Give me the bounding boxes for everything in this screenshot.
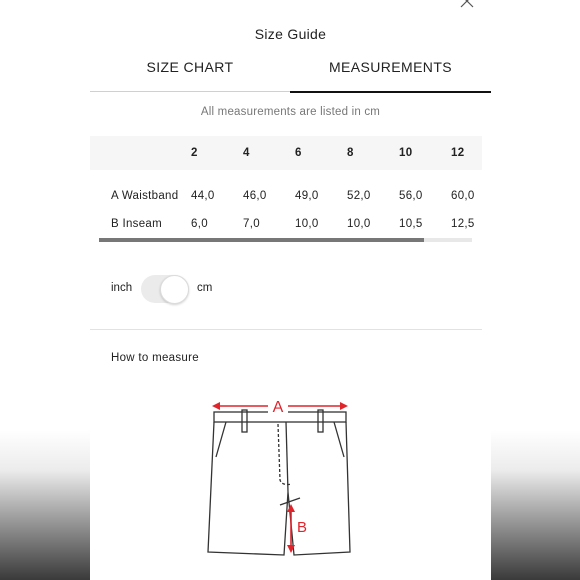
inseam-arrow [287,504,295,553]
switch-knob[interactable] [160,275,189,304]
units-note: All measurements are listed in cm [200,106,381,118]
close-icon[interactable] [460,0,474,8]
unit-toggle [111,274,311,304]
table-cell: 10,0 [347,218,371,230]
how-to-measure-heading: How to measure [111,352,199,364]
belt-loop [318,410,323,432]
unit-cm-label: cm [197,282,213,294]
table-cell: 46,0 [243,190,267,202]
right-pocket [334,422,344,457]
active-tab-indicator [290,91,491,93]
table-cell: 44,0 [191,190,215,202]
label-a: A [272,399,284,416]
table-cell: 7,0 [243,218,260,230]
modal-title: Size Guide [254,26,327,42]
size-header: 4 [243,147,250,159]
left-pocket [216,422,226,457]
shorts-outline [208,410,350,555]
tab-bar [90,58,491,92]
size-header: 8 [347,147,354,159]
scrollbar-thumb[interactable] [99,238,424,242]
size-header: 2 [191,147,198,159]
row-label: B Inseam [111,218,162,230]
table-cell: 60,0 [451,190,475,202]
table-row [90,182,482,210]
tab-measurements-label: MEASUREMENTS [328,59,453,75]
row-label: A Waistband [111,190,179,202]
table-cell: 6,0 [191,218,208,230]
size-header: 6 [295,147,302,159]
label-b: B [297,519,308,536]
tab-divider [90,91,290,92]
table-cell: 56,0 [399,190,423,202]
table-cell: 10,5 [399,218,423,230]
fly-stitch [278,424,292,485]
table-scrollbar[interactable] [99,238,472,242]
tab-measurements[interactable] [290,58,491,92]
belt-loop [242,410,247,432]
table-header-row [90,136,482,170]
table-cell: 49,0 [295,190,319,202]
table-row [90,210,482,238]
fly-seam [286,422,288,492]
section-divider [90,329,482,330]
table-cell: 52,0 [347,190,371,202]
size-guide-modal [90,0,491,580]
unit-inch-label: inch [111,282,133,294]
tab-size-chart[interactable] [90,58,290,92]
tab-size-chart-label: SIZE CHART [146,59,234,75]
unit-switch[interactable] [141,275,189,303]
measurements-table [90,136,482,238]
table-cell: 10,0 [295,218,319,230]
size-header: 12 [451,147,465,159]
crotch-marker [280,498,300,505]
shorts-measurement-diagram [200,392,360,562]
table-cell: 12,5 [451,218,475,230]
size-header: 10 [399,147,413,159]
